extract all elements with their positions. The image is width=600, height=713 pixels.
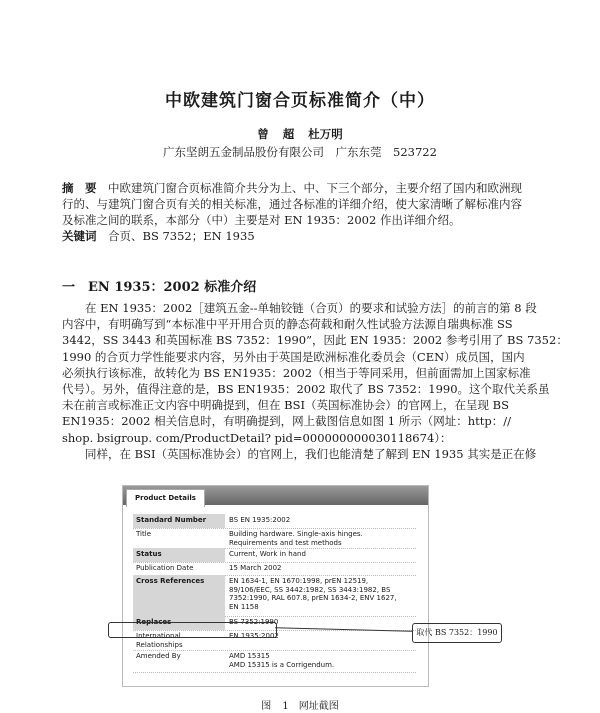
row-label: International Relationships	[136, 632, 183, 649]
table-row	[133, 575, 416, 617]
row-value: Current, Work in hand	[229, 550, 306, 558]
paragraph-line: EN1935：2002 相关信息时，有明确提到，网上截图信息如图 1 所示（网址：http：//	[62, 414, 512, 429]
paragraph-line: shop. bsigroup. com/ProductDetail? pid=000000000030118674）：	[62, 430, 452, 445]
keywords-label: 关键词	[62, 229, 97, 243]
paragraph-line: 在 EN 1935：2002［建筑五金--单轴铰链（合页）的要求和试验方法］的前言的第 8 段	[62, 301, 537, 315]
table-row	[133, 650, 416, 673]
authors: 曾 超 杜万明	[257, 127, 343, 141]
row-value: 15 March 2002	[229, 564, 282, 572]
abstract-label: 摘 要	[62, 181, 97, 195]
row-value: Building hardware. Single-axis hinges. Requirements and test methods	[229, 530, 363, 547]
figure-caption: 图 1 网址截图	[261, 701, 339, 712]
row-label: Standard Number	[133, 514, 225, 528]
keywords: 合页、BS 7352；EN 1935	[108, 229, 255, 243]
figure-screenshot	[122, 485, 429, 687]
row-value: BS 7352:1990	[229, 618, 279, 626]
row-label: Cross References	[133, 575, 225, 616]
keywords-line	[62, 228, 255, 244]
abstract-line: 行的、与建筑门窗合页有关的相关标准，通过各标准的详细介绍，使大家清晰了解标准内容	[62, 197, 522, 211]
paragraph-line: 3442，SS 3443 和英国标准 BS 7352：1990”，因此 EN 1935：2002 参考引用了 BS 7352：	[62, 333, 568, 348]
section-heading: 一 EN 1935：2002 标准介绍	[62, 280, 257, 295]
table-row	[133, 528, 416, 549]
callout-label: 取代 BS 7352：1990	[412, 623, 502, 643]
highlight-box	[108, 622, 277, 638]
paragraph-line: 必须执行该标准，故转化为 BS EN1935：2002（相当于等同采用，但前面需加上国家标准	[62, 365, 531, 380]
paragraph-line: 1990 的合页力学性能要求内容，另外由于英国是欧洲标准化委员会（CEN）成员国，国内	[62, 349, 525, 364]
table-row	[133, 514, 416, 529]
row-label: Amended By	[136, 652, 181, 660]
row-value: EN 1935:2002	[229, 632, 279, 640]
article-title: 中欧建筑门窗合页标准简介（中）	[165, 91, 435, 111]
row-value: AMD 15315 AMD 15315 is a Corrigendum.	[229, 652, 335, 669]
affiliation: 广东坚朗五金制品股份有限公司 广东东莞 523722	[163, 145, 437, 159]
table-row	[133, 562, 416, 576]
row-label: Replaces	[133, 616, 225, 630]
abstract-line: 及标准之间的联系，本部分（中）主要是对 EN 1935：2002 作出详细介绍。	[62, 213, 461, 227]
paragraph-line: 未在前言或标准正文内容中明确提到，但在 BSI（英国标准协会）的官网上，在呈现 BS	[62, 398, 510, 413]
paragraph-line: 内容中，有明确写到“本标准中平开用合页的静态荷载和耐久性试验方法源自瑞典标准 SS	[62, 317, 513, 332]
table-row	[133, 548, 416, 563]
row-value: BS EN 1935:2002	[229, 516, 291, 524]
row-label: Title	[136, 530, 152, 538]
paragraph-line: 代号）。另外，值得注意的是，BS EN1935：2002 取代了 BS 7352：1990。这个取代关系虽	[62, 382, 550, 396]
tab-product-details: Product Details	[126, 489, 205, 507]
row-label: Publication Date	[136, 564, 194, 572]
row-value: EN 1634-1, EN 1670:1998, prEN 12519, 89/106/EEC, SS 3442:1982, SS 3443:1982, BS 7352:1990, RAL 607.8, prEN 1634-2, ENV 1627, EN 1158	[229, 577, 397, 611]
paragraph-line: 同样，在 BSI（英国标准协会）的官网上，我们也能清楚了解到 EN 1935 其实是正在修	[62, 446, 537, 461]
row-label: Status	[133, 548, 225, 562]
abstract-line: 摘 要 中欧建筑门窗合页标准简介共分为上、中、下三个部分，主要介绍了国内和欧洲现	[62, 181, 522, 195]
